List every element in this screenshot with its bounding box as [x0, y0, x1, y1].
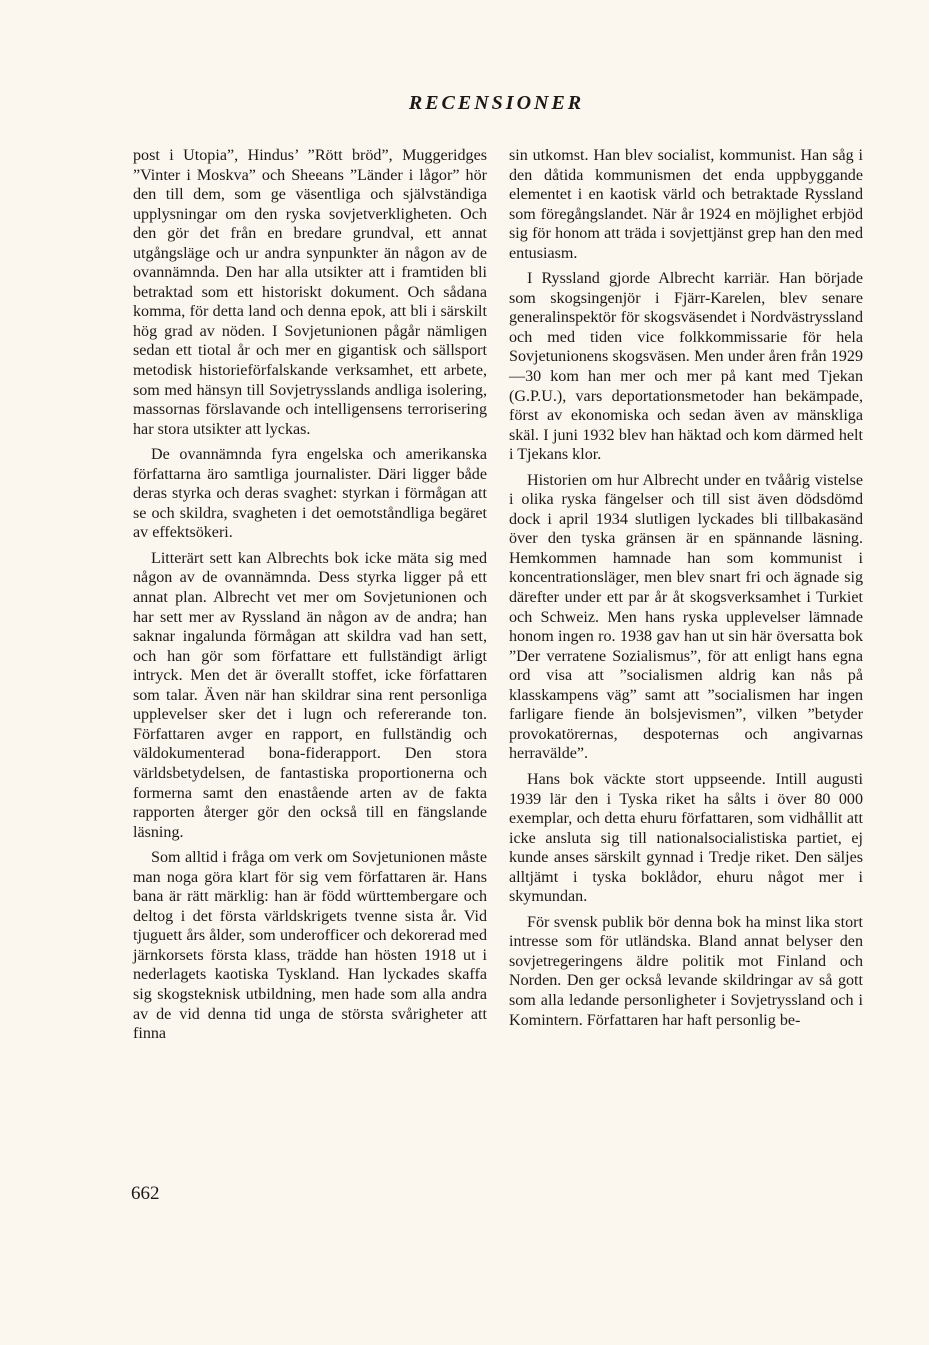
paragraph: Som alltid i fråga om verk om Sovjetunionen måste man noga göra klart för sig vem författaren är. Hans bana är rätt märklig: han är född württembergare och deltog i det första världskrigets tvenne sista år. Vid tjuguett års ålder, som underofficer och dekorerad med järnkorsets första klass, trädde han hösten 1918 ut i nederlagets kaotiska Tyskland. Han lyckades skaffa sig skogsteknisk utbildning, men hade som alla andra av de vid denna tid unga de största svårigheter att finna: [133, 849, 487, 1043]
right-text-column: [509, 146, 863, 1030]
page-number: 662: [131, 1183, 160, 1204]
left-text-column: [133, 146, 487, 1044]
paragraph: post i Utopia”, Hindus’ ”Rött bröd”, Muggeridges ”Vinter i Moskva” och Sheeans ”Länder i lågor” hör den till dem, som ge väsentliga och självständiga upplysningar om den ryska sovjetverkligheten. Och den gör det från en bredare grundval, ett annat utgångsläge och ur andra synpunkter än någon av de ovannämnda. Den har alla utsikter att i framtiden bli betraktad som ett historiskt dokument. Och sådana komma, för detta land och denna epok, att bli i särskilt hög grad av nöden. I Sovjetunionen pågår nämligen sedan ett tiotal år och mer en gigantisk och sällsport metodisk historieförfalskande verksamhet, ett arbete, som med hänsyn till Sovjetrysslands andliga isolering, massornas förslavande och intelligensens terrorisering har stora utsikter att lyckas.: [133, 147, 487, 438]
paragraph: Hans bok väckte stort uppseende. Intill augusti 1939 lär den i Tyska riket ha sålts i över 80 000 exemplar, och detta ehuru författaren, som vidhållit att icke ansluta sig till nationalsocialistiska partiet, ej kunde anses särskilt gynnad i Tredje riket. Den säljes alltjämt i tyska boklådor, ehuru något mer i skymundan.: [509, 770, 863, 906]
paragraph: För svensk publik bör denna bok ha minst lika stort intresse som för utländska. Bland annat belyser den sovjetregeringens äldre politik mot Finland och Norden. Den ger också levande skildringar av så gott som alla ledande personligheter i Sovjetryssland och i Komintern. Författaren har haft personlig be-: [509, 913, 863, 1029]
section-title: RECENSIONER: [408, 92, 585, 114]
paragraph: De ovannämnda fyra engelska och amerikanska författarna äro samtliga journalister. Däri ligger både deras styrka och deras svaghet: styrkan i förmågan att se och skildra, svagheten i det oemotståndliga begäret av effektsökeri.: [133, 446, 487, 542]
paragraph: Litterärt sett kan Albrechts bok icke mäta sig med någon av de ovannämnda. Dess styrka ligger på ett annat plan. Albrecht vet mer om Sovjetunionen och har sett mer av Ryssland än någon av de andra; han saknar ingalunda förmågan att skildra vad han sett, och han gör som författare ett fullständigt ärligt intryck. Men det är överallt stoffet, icke författaren som talar. Även när han skildrar sina rent personliga upplevelser sker det i lugn och refererande ton. Författaren avger en rapport, en fullständig och väldokumenterad bona-fiderapport. Den stora världsbetydelsen, de fantastiska proportionerna och formerna samt den enastående arten av de fakta rapporten återger gör den också till en fängslande läsning.: [133, 549, 487, 841]
paragraph: I Ryssland gjorde Albrecht karriär. Han började som skogsingenjör i Fjärr-Karelen, blev senare generalinspektör för skogsväsendet i Nordvästryssland och med tiden vice folkkommissarie för hela Sovjetunionens skogsväsen. Men under åren från 1929—30 kom han mer och mer på kant med Tjekan (G.P.U.), vars deportationsmetoder han bekämpade, först av ekonomiska och sedan även av mänskliga skäl. I juni 1932 blev han häktad och kom därmed helt i Tjekans klor.: [509, 270, 863, 464]
running-header: [0, 92, 929, 115]
paragraph: Historien om hur Albrecht under en tvåårig vistelse i olika ryska fängelser och till sist även dödsdömd dock i april 1934 slutligen lyckades bli tillbakasänd över den tyska gränsen är en spännande läsning. Hemkommen hamnade han som kommunist i koncentrationsläger, men blev snart fri och ägnade sig därefter under ett par år åt skogsverksamhet i Turkiet och Schweiz. Men hans ryska upplevelser lämnade honom ingen ro. 1938 gav han ut sin här översatta bok ”Der verratene Sozialismus”, för att enligt hans egna ord visa att ”socialismen aldrig kan nås på klasskampens väg” samt att ”socialismen har ingen farligare fiende än bolsjevismen”, vilken ”betyder provokatörernas, despoternas och angivarnas herravälde”.: [509, 471, 863, 763]
paragraph: sin utkomst. Han blev socialist, kommunist. Han såg i den dåtida kommunismen det enda uppbyggande elementet i en kaotisk värld och betraktade Ryssland som föregångslandet. När år 1924 en möjlighet erbjöd sig för honom att träda i sovjettjänst grep han den med entusiasm.: [509, 147, 863, 262]
